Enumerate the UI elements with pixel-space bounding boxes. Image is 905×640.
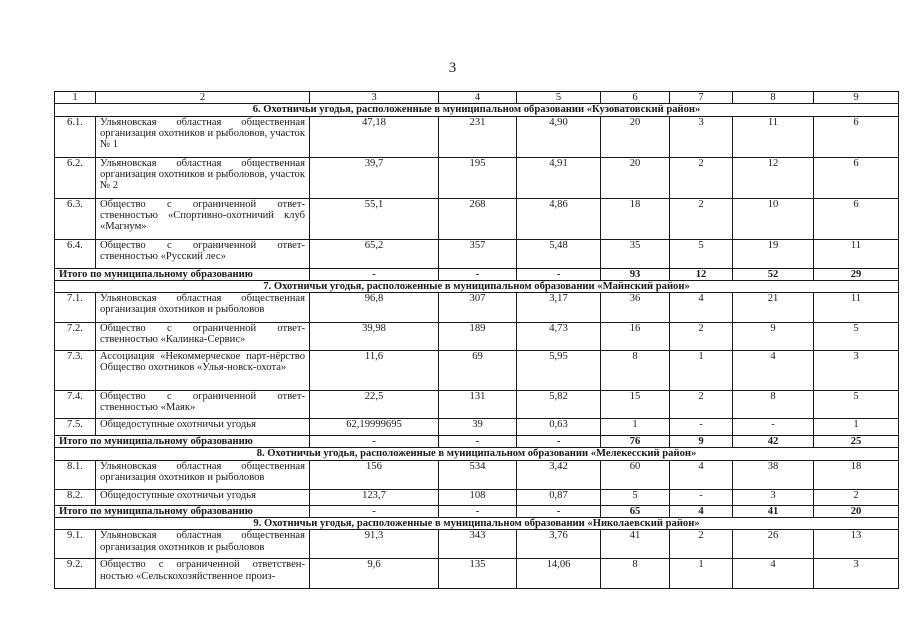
value-cell: 10 [733, 198, 814, 239]
value-cell: 15 [601, 391, 670, 419]
value-cell: 6 [814, 198, 899, 239]
user-name: Ульяновская областная общественная организация охотников и рыболовов, участок № 1 [96, 116, 310, 157]
total-value: 20 [814, 505, 899, 517]
value-cell: 3,76 [517, 530, 601, 559]
value-cell: 4 [670, 460, 733, 489]
table-row [55, 351, 899, 391]
column-header: 9 [814, 92, 899, 104]
row-number: 7.4. [55, 391, 96, 419]
value-cell: 11 [733, 116, 814, 157]
row-number: 7.2. [55, 323, 96, 351]
value-cell: 91,3 [310, 530, 439, 559]
total-label: Итого по муниципальному образованию [55, 436, 310, 448]
table-row [55, 116, 899, 157]
total-value: - [517, 505, 601, 517]
value-cell: 357 [439, 239, 517, 268]
total-value: - [439, 268, 517, 280]
row-number: 7.1. [55, 293, 96, 323]
column-header: 7 [670, 92, 733, 104]
value-cell: 156 [310, 460, 439, 489]
column-header: 4 [439, 92, 517, 104]
value-cell: 16 [601, 323, 670, 351]
value-cell: 47,18 [310, 116, 439, 157]
value-cell: 5,82 [517, 391, 601, 419]
table-row [55, 239, 899, 268]
row-number: 6.3. [55, 198, 96, 239]
total-value: 41 [733, 505, 814, 517]
value-cell: 1 [670, 559, 733, 589]
table-row [55, 530, 899, 559]
value-cell: 3 [670, 116, 733, 157]
total-value: - [517, 436, 601, 448]
value-cell: 123,7 [310, 489, 439, 505]
value-cell: 2 [814, 489, 899, 505]
value-cell: 9,6 [310, 559, 439, 589]
row-number: 8.2. [55, 489, 96, 505]
row-number: 7.5. [55, 419, 96, 436]
value-cell: 4,86 [517, 198, 601, 239]
value-cell: 19 [733, 239, 814, 268]
value-cell: 36 [601, 293, 670, 323]
user-name: Ульяновская областная общественная организация охотников и рыболовов [96, 530, 310, 559]
table-row [55, 460, 899, 489]
section-title: 7. Охотничьи угодья, расположенные в муниципальном образовании «Майнский район» [55, 280, 899, 292]
value-cell: 2 [670, 391, 733, 419]
value-cell: 38 [733, 460, 814, 489]
table-row [55, 323, 899, 351]
hunting-grounds-table [54, 91, 899, 589]
value-cell: 1 [670, 351, 733, 391]
value-cell: 2 [670, 198, 733, 239]
value-cell: 131 [439, 391, 517, 419]
section-title: 8. Охотничьи угодья, расположенные в муниципальном образовании «Мелекесский район» [55, 448, 899, 460]
total-value: - [310, 436, 439, 448]
value-cell: 41 [601, 530, 670, 559]
table-row [55, 157, 899, 198]
column-header: 6 [601, 92, 670, 104]
value-cell: 96,8 [310, 293, 439, 323]
value-cell: 18 [601, 198, 670, 239]
value-cell: 2 [670, 157, 733, 198]
value-cell: - [670, 489, 733, 505]
value-cell: 11 [814, 239, 899, 268]
user-name: Общество с ограниченной ответствен-ностью «Сельскохозяйственное произ- [96, 559, 310, 589]
user-name: Общество с ограниченной ответ-ственностью «Калинка-Сервис» [96, 323, 310, 351]
total-value: 52 [733, 268, 814, 280]
value-cell: 26 [733, 530, 814, 559]
total-row [55, 505, 899, 517]
value-cell: 18 [814, 460, 899, 489]
row-number: 6.4. [55, 239, 96, 268]
value-cell: 1 [601, 419, 670, 436]
value-cell: 4 [733, 559, 814, 589]
value-cell: 8 [601, 559, 670, 589]
total-label: Итого по муниципальному образованию [55, 505, 310, 517]
row-number: 8.1. [55, 460, 96, 489]
total-row [55, 268, 899, 280]
value-cell: 108 [439, 489, 517, 505]
total-value: - [439, 505, 517, 517]
table-row [55, 391, 899, 419]
table-row [55, 293, 899, 323]
table-row [55, 198, 899, 239]
page-number: 3 [448, 60, 457, 76]
value-cell: 20 [601, 157, 670, 198]
table-body [55, 92, 899, 589]
total-value: 12 [670, 268, 733, 280]
user-name: Общество с ограниченной ответ-ственностью «Маяк» [96, 391, 310, 419]
user-name: Ульяновская областная общественная организация охотников и рыболовов [96, 293, 310, 323]
value-cell: 4,90 [517, 116, 601, 157]
total-value: 65 [601, 505, 670, 517]
user-name: Ассоциация «Некоммерческое парт-нёрство Общество охотников «Улья-новск-охота» [96, 351, 310, 391]
total-value: 93 [601, 268, 670, 280]
user-name: Общество с ограниченной ответ-ственностью «Спортивно-охотничий клуб «Магнум» [96, 198, 310, 239]
value-cell: 5 [601, 489, 670, 505]
total-label: Итого по муниципальному образованию [55, 268, 310, 280]
table-row [55, 419, 899, 436]
row-number: 7.3. [55, 351, 96, 391]
value-cell: 2 [670, 323, 733, 351]
table-row [55, 489, 899, 505]
value-cell: 307 [439, 293, 517, 323]
value-cell: 69 [439, 351, 517, 391]
value-cell: 534 [439, 460, 517, 489]
value-cell: 5,95 [517, 351, 601, 391]
value-cell: 3 [814, 351, 899, 391]
value-cell: 5 [814, 323, 899, 351]
value-cell: 6 [814, 116, 899, 157]
value-cell: 5 [670, 239, 733, 268]
value-cell: 135 [439, 559, 517, 589]
value-cell: 231 [439, 116, 517, 157]
value-cell: 3 [814, 559, 899, 589]
value-cell: 4,91 [517, 157, 601, 198]
section-header-row [55, 448, 899, 460]
value-cell: 3 [733, 489, 814, 505]
total-value: - [439, 436, 517, 448]
user-name: Общество с ограниченной ответ-ственностью «Русский лес» [96, 239, 310, 268]
value-cell: 9 [733, 323, 814, 351]
value-cell: 343 [439, 530, 517, 559]
value-cell: 3,42 [517, 460, 601, 489]
value-cell: 62,19999695 [310, 419, 439, 436]
total-value: 25 [814, 436, 899, 448]
value-cell: - [670, 419, 733, 436]
total-value: - [517, 268, 601, 280]
total-value: 29 [814, 268, 899, 280]
value-cell: 20 [601, 116, 670, 157]
value-cell: 55,1 [310, 198, 439, 239]
row-number: 6.1. [55, 116, 96, 157]
value-cell: 35 [601, 239, 670, 268]
value-cell: 12 [733, 157, 814, 198]
value-cell: 5 [814, 391, 899, 419]
table-row [55, 559, 899, 589]
value-cell: 22,5 [310, 391, 439, 419]
section-header-row [55, 518, 899, 530]
value-cell: 21 [733, 293, 814, 323]
value-cell: 6 [814, 157, 899, 198]
column-header: 8 [733, 92, 814, 104]
value-cell: 268 [439, 198, 517, 239]
total-value: 4 [670, 505, 733, 517]
value-cell: 0,87 [517, 489, 601, 505]
column-header: 2 [96, 92, 310, 104]
value-cell: 0,63 [517, 419, 601, 436]
value-cell: 14,06 [517, 559, 601, 589]
total-value: 76 [601, 436, 670, 448]
value-cell: 11,6 [310, 351, 439, 391]
section-title: 6. Охотничьи угодья, расположенные в муниципальном образовании «Кузоватовский район» [55, 104, 899, 116]
value-cell: 65,2 [310, 239, 439, 268]
value-cell: 5,48 [517, 239, 601, 268]
user-name: Общедоступные охотничьи угодья [96, 419, 310, 436]
section-header-row [55, 280, 899, 292]
value-cell: 8 [601, 351, 670, 391]
value-cell: 189 [439, 323, 517, 351]
section-title: 9. Охотничьи угодья, расположенные в муниципальном образовании «Николаевский район» [55, 518, 899, 530]
column-header: 3 [310, 92, 439, 104]
total-value: - [310, 505, 439, 517]
total-value: - [310, 268, 439, 280]
value-cell: 195 [439, 157, 517, 198]
column-header: 1 [55, 92, 96, 104]
section-header-row [55, 104, 899, 116]
value-cell: 60 [601, 460, 670, 489]
value-cell: 39,98 [310, 323, 439, 351]
value-cell: 8 [733, 391, 814, 419]
column-header-row [55, 92, 899, 104]
value-cell: 13 [814, 530, 899, 559]
value-cell: 1 [814, 419, 899, 436]
value-cell: 4,73 [517, 323, 601, 351]
value-cell: 2 [670, 530, 733, 559]
row-number: 9.1. [55, 530, 96, 559]
value-cell: 3,17 [517, 293, 601, 323]
row-number: 9.2. [55, 559, 96, 589]
value-cell: 4 [733, 351, 814, 391]
value-cell: 39,7 [310, 157, 439, 198]
total-value: 9 [670, 436, 733, 448]
user-name: Ульяновская областная общественная организация охотников и рыболовов, участок № 2 [96, 157, 310, 198]
total-row [55, 436, 899, 448]
value-cell: 11 [814, 293, 899, 323]
column-header: 5 [517, 92, 601, 104]
row-number: 6.2. [55, 157, 96, 198]
user-name: Общедоступные охотничьи угодья [96, 489, 310, 505]
total-value: 42 [733, 436, 814, 448]
value-cell: 4 [670, 293, 733, 323]
value-cell: - [733, 419, 814, 436]
value-cell: 39 [439, 419, 517, 436]
user-name: Ульяновская областная общественная организация охотников и рыболовов [96, 460, 310, 489]
